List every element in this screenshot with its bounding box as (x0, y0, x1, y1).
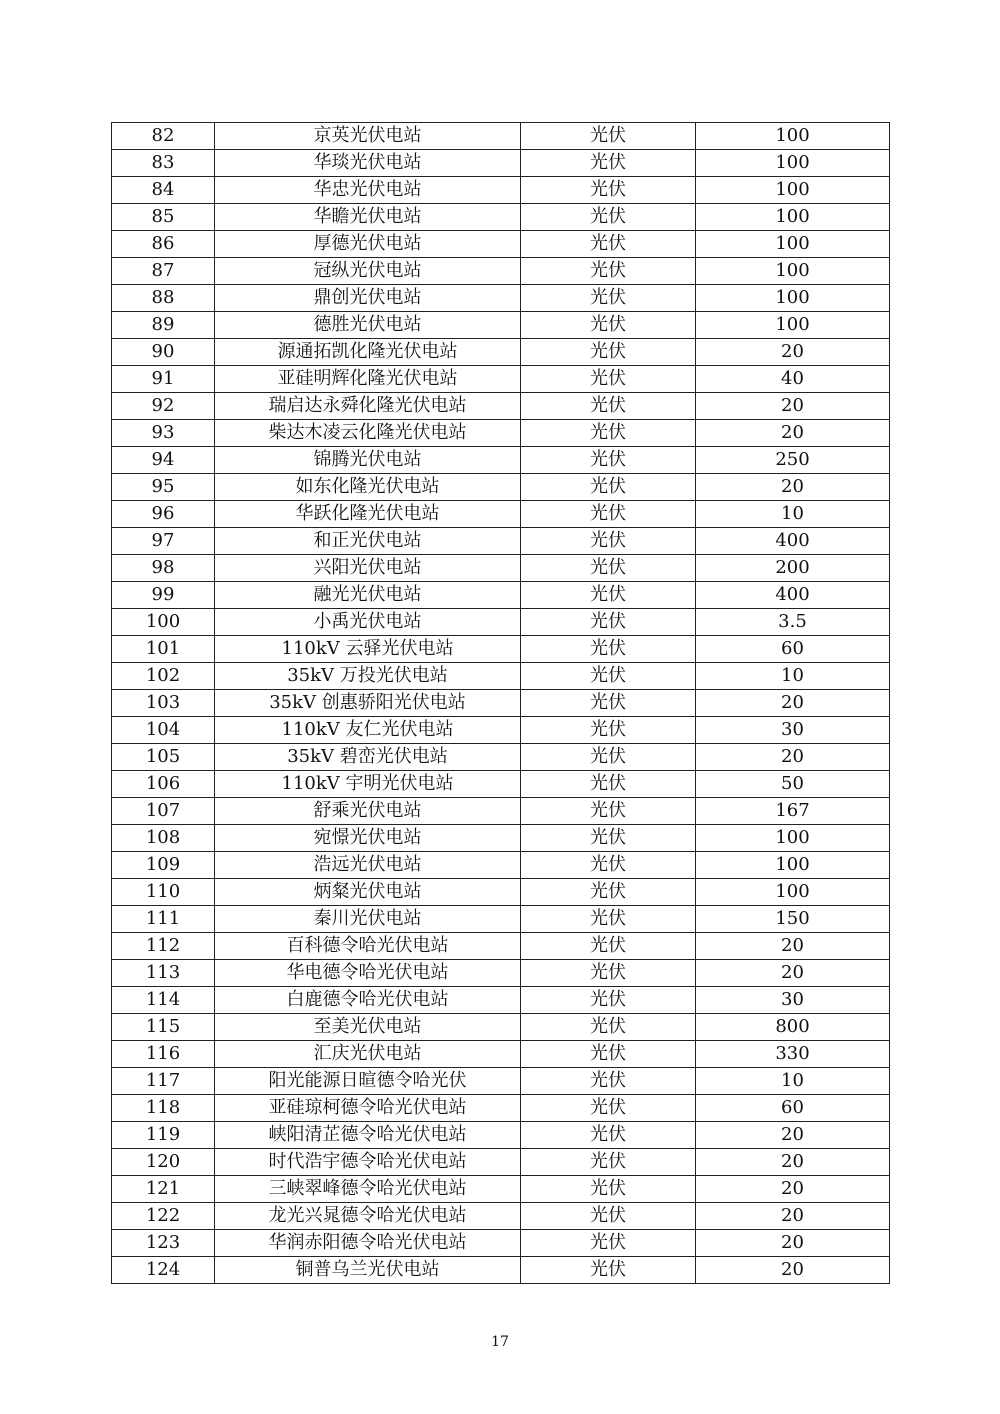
table-row (112, 150, 890, 177)
capacity-cell: 20 (696, 690, 890, 717)
station-name-cell: 时代浩宇德令哈光伏电站 (215, 1149, 521, 1176)
station-name-cell: 京英光伏电站 (215, 123, 521, 150)
table-row (112, 1203, 890, 1230)
table-row (112, 582, 890, 609)
table-row (112, 1176, 890, 1203)
table-row (112, 609, 890, 636)
station-name-cell: 和正光伏电站 (215, 528, 521, 555)
capacity-cell: 60 (696, 636, 890, 663)
station-name-cell: 秦川光伏电站 (215, 906, 521, 933)
type-cell: 光伏 (521, 933, 696, 960)
table-row (112, 1230, 890, 1257)
station-name-cell: 110kV 友仁光伏电站 (215, 717, 521, 744)
station-name-cell: 龙光兴晁德令哈光伏电站 (215, 1203, 521, 1230)
index-cell: 113 (112, 960, 215, 987)
table-row (112, 1095, 890, 1122)
table-row (112, 1149, 890, 1176)
table-row (112, 285, 890, 312)
station-name-cell: 110kV 云驿光伏电站 (215, 636, 521, 663)
type-cell: 光伏 (521, 1014, 696, 1041)
capacity-cell: 100 (696, 231, 890, 258)
capacity-cell: 150 (696, 906, 890, 933)
table-row (112, 960, 890, 987)
index-cell: 114 (112, 987, 215, 1014)
station-name-cell: 融光光伏电站 (215, 582, 521, 609)
index-cell: 100 (112, 609, 215, 636)
index-cell: 105 (112, 744, 215, 771)
capacity-cell: 30 (696, 717, 890, 744)
station-name-cell: 华润赤阳德令哈光伏电站 (215, 1230, 521, 1257)
type-cell: 光伏 (521, 1176, 696, 1203)
index-cell: 109 (112, 852, 215, 879)
capacity-cell: 100 (696, 204, 890, 231)
type-cell: 光伏 (521, 1041, 696, 1068)
station-name-cell: 舒乘光伏电站 (215, 798, 521, 825)
station-name-cell: 亚硅明辉化隆光伏电站 (215, 366, 521, 393)
type-cell: 光伏 (521, 1068, 696, 1095)
capacity-cell: 250 (696, 447, 890, 474)
station-name-cell: 阳光能源日暄德令哈光伏 (215, 1068, 521, 1095)
type-cell: 光伏 (521, 987, 696, 1014)
type-cell: 光伏 (521, 366, 696, 393)
table-row (112, 987, 890, 1014)
index-cell: 97 (112, 528, 215, 555)
capacity-cell: 20 (696, 393, 890, 420)
capacity-cell: 100 (696, 177, 890, 204)
capacity-cell: 330 (696, 1041, 890, 1068)
index-cell: 103 (112, 690, 215, 717)
capacity-cell: 100 (696, 852, 890, 879)
type-cell: 光伏 (521, 879, 696, 906)
capacity-cell: 100 (696, 879, 890, 906)
capacity-cell: 20 (696, 933, 890, 960)
table-row (112, 1041, 890, 1068)
capacity-cell: 40 (696, 366, 890, 393)
capacity-cell: 100 (696, 285, 890, 312)
index-cell: 106 (112, 771, 215, 798)
capacity-cell: 20 (696, 1176, 890, 1203)
page-number: 17 (491, 1334, 509, 1350)
type-cell: 光伏 (521, 852, 696, 879)
type-cell: 光伏 (521, 555, 696, 582)
table-row (112, 474, 890, 501)
type-cell: 光伏 (521, 231, 696, 258)
station-name-cell: 亚硅琼柯德令哈光伏电站 (215, 1095, 521, 1122)
index-cell: 108 (112, 825, 215, 852)
type-cell: 光伏 (521, 204, 696, 231)
table-row (112, 636, 890, 663)
capacity-cell: 20 (696, 339, 890, 366)
table-row (112, 555, 890, 582)
table-row (112, 852, 890, 879)
type-cell: 光伏 (521, 717, 696, 744)
index-cell: 85 (112, 204, 215, 231)
index-cell: 96 (112, 501, 215, 528)
index-cell: 122 (112, 1203, 215, 1230)
index-cell: 102 (112, 663, 215, 690)
capacity-cell: 20 (696, 1257, 890, 1284)
table-row (112, 1068, 890, 1095)
capacity-cell: 10 (696, 663, 890, 690)
type-cell: 光伏 (521, 1149, 696, 1176)
index-cell: 124 (112, 1257, 215, 1284)
station-name-cell: 兴阳光伏电站 (215, 555, 521, 582)
table-row (112, 177, 890, 204)
index-cell: 92 (112, 393, 215, 420)
index-cell: 82 (112, 123, 215, 150)
index-cell: 99 (112, 582, 215, 609)
table-row (112, 1257, 890, 1284)
index-cell: 107 (112, 798, 215, 825)
index-cell: 98 (112, 555, 215, 582)
station-name-cell: 冠纵光伏电站 (215, 258, 521, 285)
type-cell: 光伏 (521, 636, 696, 663)
table-row (112, 393, 890, 420)
station-name-cell: 华琰光伏电站 (215, 150, 521, 177)
index-cell: 115 (112, 1014, 215, 1041)
type-cell: 光伏 (521, 312, 696, 339)
table-row (112, 528, 890, 555)
station-name-cell: 汇庆光伏电站 (215, 1041, 521, 1068)
station-name-cell: 柴达木凌云化隆光伏电站 (215, 420, 521, 447)
type-cell: 光伏 (521, 744, 696, 771)
table-row (112, 906, 890, 933)
type-cell: 光伏 (521, 528, 696, 555)
capacity-cell: 100 (696, 258, 890, 285)
type-cell: 光伏 (521, 609, 696, 636)
station-name-cell: 35kV 万投光伏电站 (215, 663, 521, 690)
type-cell: 光伏 (521, 447, 696, 474)
station-name-cell: 浩远光伏电站 (215, 852, 521, 879)
capacity-cell: 20 (696, 744, 890, 771)
index-cell: 118 (112, 1095, 215, 1122)
table-row (112, 231, 890, 258)
type-cell: 光伏 (521, 420, 696, 447)
capacity-cell: 800 (696, 1014, 890, 1041)
index-cell: 117 (112, 1068, 215, 1095)
type-cell: 光伏 (521, 690, 696, 717)
table-row (112, 1122, 890, 1149)
table-row (112, 825, 890, 852)
index-cell: 94 (112, 447, 215, 474)
table-row (112, 366, 890, 393)
capacity-cell: 200 (696, 555, 890, 582)
capacity-cell: 100 (696, 123, 890, 150)
table-row (112, 447, 890, 474)
capacity-cell: 400 (696, 582, 890, 609)
index-cell: 121 (112, 1176, 215, 1203)
table-row (112, 690, 890, 717)
station-name-cell: 炳粲光伏电站 (215, 879, 521, 906)
index-cell: 104 (112, 717, 215, 744)
station-name-cell: 110kV 宇明光伏电站 (215, 771, 521, 798)
station-name-cell: 铜普乌兰光伏电站 (215, 1257, 521, 1284)
type-cell: 光伏 (521, 1122, 696, 1149)
index-cell: 87 (112, 258, 215, 285)
type-cell: 光伏 (521, 663, 696, 690)
station-name-cell: 小禹光伏电站 (215, 609, 521, 636)
capacity-cell: 167 (696, 798, 890, 825)
capacity-cell: 3.5 (696, 609, 890, 636)
station-name-cell: 35kV 创惠骄阳光伏电站 (215, 690, 521, 717)
capacity-cell: 20 (696, 420, 890, 447)
station-name-cell: 锦腾光伏电站 (215, 447, 521, 474)
table-row (112, 312, 890, 339)
index-cell: 101 (112, 636, 215, 663)
capacity-cell: 20 (696, 1122, 890, 1149)
station-name-cell: 华跃化隆光伏电站 (215, 501, 521, 528)
index-cell: 91 (112, 366, 215, 393)
type-cell: 光伏 (521, 123, 696, 150)
type-cell: 光伏 (521, 285, 696, 312)
index-cell: 83 (112, 150, 215, 177)
index-cell: 86 (112, 231, 215, 258)
station-name-cell: 峡阳清芷德令哈光伏电站 (215, 1122, 521, 1149)
type-cell: 光伏 (521, 906, 696, 933)
index-cell: 120 (112, 1149, 215, 1176)
table-row (112, 420, 890, 447)
type-cell: 光伏 (521, 798, 696, 825)
station-name-cell: 白鹿德令哈光伏电站 (215, 987, 521, 1014)
type-cell: 光伏 (521, 1230, 696, 1257)
capacity-cell: 60 (696, 1095, 890, 1122)
station-name-cell: 厚德光伏电站 (215, 231, 521, 258)
type-cell: 光伏 (521, 1095, 696, 1122)
station-name-cell: 源通拓凯化隆光伏电站 (215, 339, 521, 366)
station-name-cell: 华电德令哈光伏电站 (215, 960, 521, 987)
table-row (112, 933, 890, 960)
capacity-cell: 100 (696, 825, 890, 852)
capacity-cell: 50 (696, 771, 890, 798)
type-cell: 光伏 (521, 258, 696, 285)
index-cell: 116 (112, 1041, 215, 1068)
type-cell: 光伏 (521, 1257, 696, 1284)
index-cell: 123 (112, 1230, 215, 1257)
station-name-cell: 至美光伏电站 (215, 1014, 521, 1041)
type-cell: 光伏 (521, 1203, 696, 1230)
index-cell: 88 (112, 285, 215, 312)
station-name-cell: 35kV 碧峦光伏电站 (215, 744, 521, 771)
station-table-body (112, 123, 890, 1284)
index-cell: 90 (112, 339, 215, 366)
index-cell: 111 (112, 906, 215, 933)
capacity-cell: 30 (696, 987, 890, 1014)
index-cell: 119 (112, 1122, 215, 1149)
index-cell: 110 (112, 879, 215, 906)
capacity-cell: 100 (696, 312, 890, 339)
type-cell: 光伏 (521, 582, 696, 609)
station-name-cell: 华忠光伏电站 (215, 177, 521, 204)
type-cell: 光伏 (521, 960, 696, 987)
capacity-cell: 10 (696, 1068, 890, 1095)
station-name-cell: 鼎创光伏电站 (215, 285, 521, 312)
station-name-cell: 宛憬光伏电站 (215, 825, 521, 852)
index-cell: 93 (112, 420, 215, 447)
capacity-cell: 20 (696, 1149, 890, 1176)
index-cell: 89 (112, 312, 215, 339)
capacity-cell: 20 (696, 960, 890, 987)
index-cell: 95 (112, 474, 215, 501)
capacity-cell: 10 (696, 501, 890, 528)
type-cell: 光伏 (521, 393, 696, 420)
index-cell: 84 (112, 177, 215, 204)
index-cell: 112 (112, 933, 215, 960)
type-cell: 光伏 (521, 177, 696, 204)
station-name-cell: 华瞻光伏电站 (215, 204, 521, 231)
station-name-cell: 瑞启达永舜化隆光伏电站 (215, 393, 521, 420)
table-row (112, 204, 890, 231)
table-row (112, 501, 890, 528)
capacity-cell: 100 (696, 150, 890, 177)
type-cell: 光伏 (521, 501, 696, 528)
station-table (111, 122, 890, 1284)
table-row (112, 339, 890, 366)
table-row (112, 744, 890, 771)
station-name-cell: 如东化隆光伏电站 (215, 474, 521, 501)
table-row (112, 771, 890, 798)
table-row (112, 798, 890, 825)
type-cell: 光伏 (521, 339, 696, 366)
station-name-cell: 德胜光伏电站 (215, 312, 521, 339)
capacity-cell: 20 (696, 474, 890, 501)
type-cell: 光伏 (521, 150, 696, 177)
table-row (112, 717, 890, 744)
station-name-cell: 三峡翠峰德令哈光伏电站 (215, 1176, 521, 1203)
capacity-cell: 20 (696, 1230, 890, 1257)
table-row (112, 663, 890, 690)
capacity-cell: 400 (696, 528, 890, 555)
table-row (112, 879, 890, 906)
table-row (112, 1014, 890, 1041)
table-row (112, 258, 890, 285)
type-cell: 光伏 (521, 474, 696, 501)
type-cell: 光伏 (521, 825, 696, 852)
station-name-cell: 百科德令哈光伏电站 (215, 933, 521, 960)
type-cell: 光伏 (521, 771, 696, 798)
capacity-cell: 20 (696, 1203, 890, 1230)
table-row (112, 123, 890, 150)
